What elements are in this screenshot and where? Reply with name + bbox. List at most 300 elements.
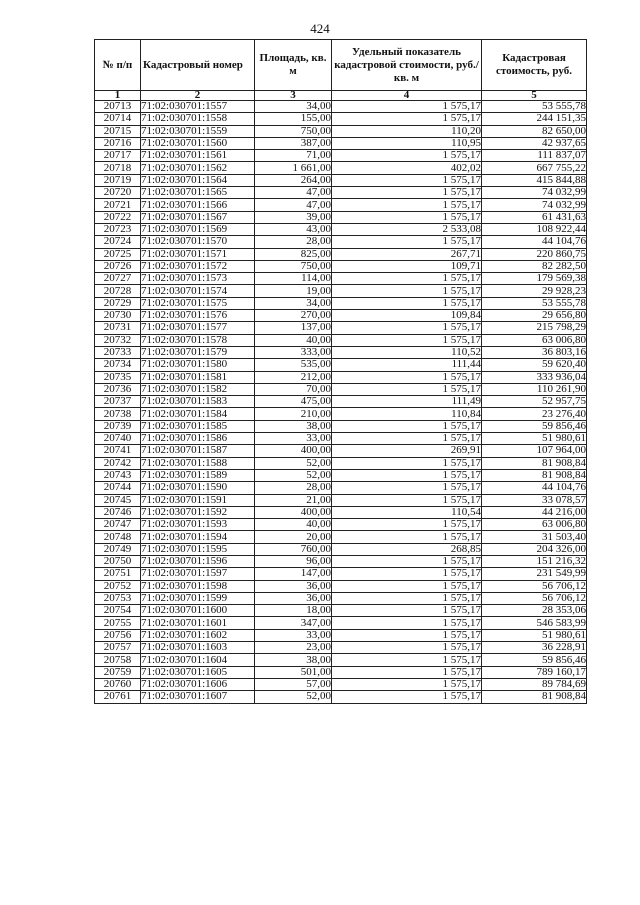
- cell-cadastral-value: 36 803,16: [482, 346, 587, 358]
- cell-row-number: 20720: [95, 187, 141, 199]
- table-row: [95, 187, 587, 199]
- table-row: [95, 346, 587, 358]
- cell-rate: 1 575,17: [332, 605, 482, 617]
- cell-cadastral-value: 29 656,80: [482, 310, 587, 322]
- cell-area: 36,00: [255, 580, 332, 592]
- page-number: 424: [310, 21, 330, 36]
- table-row: [95, 691, 587, 703]
- cell-cadastral-number: 71:02:030701:1582: [141, 383, 255, 395]
- cell-area: 535,00: [255, 359, 332, 371]
- table-row: [95, 359, 587, 371]
- table-row: [95, 310, 587, 322]
- cell-cadastral-value: 81 908,84: [482, 469, 587, 481]
- cell-rate: 109,84: [332, 310, 482, 322]
- cell-area: 70,00: [255, 383, 332, 395]
- cell-rate: 111,44: [332, 359, 482, 371]
- cell-cadastral-value: 42 937,65: [482, 137, 587, 149]
- cell-row-number: 20715: [95, 125, 141, 137]
- cell-cadastral-number: 71:02:030701:1571: [141, 248, 255, 260]
- cell-row-number: 20743: [95, 469, 141, 481]
- cell-cadastral-number: 71:02:030701:1599: [141, 592, 255, 604]
- cell-row-number: 20761: [95, 691, 141, 703]
- cell-rate: 110,20: [332, 125, 482, 137]
- cell-cadastral-number: 71:02:030701:1562: [141, 162, 255, 174]
- cell-area: 475,00: [255, 396, 332, 408]
- table-row: [95, 199, 587, 211]
- table-row: [95, 396, 587, 408]
- cell-rate: 1 575,17: [332, 334, 482, 346]
- cell-rate: 1 575,17: [332, 494, 482, 506]
- cell-cadastral-number: 71:02:030701:1602: [141, 629, 255, 641]
- cell-rate: 1 575,17: [332, 617, 482, 629]
- cell-area: 270,00: [255, 310, 332, 322]
- cell-rate: 110,95: [332, 137, 482, 149]
- cell-area: 71,00: [255, 150, 332, 162]
- table-row: [95, 469, 587, 481]
- cell-row-number: 20758: [95, 654, 141, 666]
- cell-cadastral-number: 71:02:030701:1594: [141, 531, 255, 543]
- cell-row-number: 20737: [95, 396, 141, 408]
- cell-cadastral-number: 71:02:030701:1586: [141, 433, 255, 445]
- cell-cadastral-number: 71:02:030701:1567: [141, 211, 255, 223]
- cell-area: 387,00: [255, 137, 332, 149]
- cell-rate: 1 575,17: [332, 297, 482, 309]
- cell-cadastral-number: 71:02:030701:1565: [141, 187, 255, 199]
- cell-rate: 1 575,17: [332, 482, 482, 494]
- cell-cadastral-value: 89 784,69: [482, 678, 587, 690]
- table-row: [95, 666, 587, 678]
- table-row: [95, 519, 587, 531]
- cell-cadastral-number: 71:02:030701:1603: [141, 642, 255, 654]
- cell-cadastral-value: 789 160,17: [482, 666, 587, 678]
- cell-row-number: 20727: [95, 273, 141, 285]
- cell-cadastral-value: 111 837,07: [482, 150, 587, 162]
- cell-cadastral-value: 51 980,61: [482, 433, 587, 445]
- cell-rate: 1 575,17: [332, 580, 482, 592]
- cell-rate: 1 575,17: [332, 678, 482, 690]
- cell-area: 39,00: [255, 211, 332, 223]
- cell-row-number: 20751: [95, 568, 141, 580]
- cell-area: 23,00: [255, 642, 332, 654]
- cell-row-number: 20741: [95, 445, 141, 457]
- cell-cadastral-number: 71:02:030701:1585: [141, 420, 255, 432]
- cell-area: 501,00: [255, 666, 332, 678]
- cell-cadastral-number: 71:02:030701:1575: [141, 297, 255, 309]
- table-row: [95, 629, 587, 641]
- cell-cadastral-value: 215 798,29: [482, 322, 587, 334]
- cell-cadastral-number: 71:02:030701:1595: [141, 543, 255, 555]
- cell-area: 21,00: [255, 494, 332, 506]
- cell-cadastral-number: 71:02:030701:1564: [141, 174, 255, 186]
- cell-rate: 1 575,17: [332, 199, 482, 211]
- cell-area: 20,00: [255, 531, 332, 543]
- cadastral-value-table: [94, 39, 587, 704]
- cell-rate: 1 575,17: [332, 666, 482, 678]
- cell-cadastral-number: 71:02:030701:1570: [141, 236, 255, 248]
- cell-rate: 1 575,17: [332, 322, 482, 334]
- cell-rate: 1 575,17: [332, 285, 482, 297]
- cell-rate: 1 575,17: [332, 174, 482, 186]
- cell-rate: 1 575,17: [332, 420, 482, 432]
- cell-row-number: 20730: [95, 310, 141, 322]
- cell-cadastral-value: 53 555,78: [482, 297, 587, 309]
- cell-row-number: 20750: [95, 555, 141, 567]
- cell-area: 38,00: [255, 420, 332, 432]
- cell-row-number: 20744: [95, 482, 141, 494]
- table-body: [95, 101, 587, 704]
- cell-row-number: 20716: [95, 137, 141, 149]
- cell-area: 47,00: [255, 199, 332, 211]
- table-row: [95, 543, 587, 555]
- cell-rate: 111,49: [332, 396, 482, 408]
- column-number: 3: [255, 91, 332, 101]
- cell-row-number: 20748: [95, 531, 141, 543]
- cell-cadastral-value: 81 908,84: [482, 691, 587, 703]
- table-row: [95, 506, 587, 518]
- cell-rate: 1 575,17: [332, 383, 482, 395]
- table-row: [95, 420, 587, 432]
- cell-cadastral-number: 71:02:030701:1574: [141, 285, 255, 297]
- cell-cadastral-value: 110 261,90: [482, 383, 587, 395]
- cell-cadastral-value: 74 032,99: [482, 199, 587, 211]
- table-row: [95, 297, 587, 309]
- cell-cadastral-number: 71:02:030701:1592: [141, 506, 255, 518]
- cell-cadastral-number: 71:02:030701:1561: [141, 150, 255, 162]
- cell-cadastral-number: 71:02:030701:1557: [141, 101, 255, 113]
- table-row: [95, 568, 587, 580]
- cell-row-number: 20717: [95, 150, 141, 162]
- cell-area: 210,00: [255, 408, 332, 420]
- table-row: [95, 642, 587, 654]
- cell-rate: 1 575,17: [332, 101, 482, 113]
- cell-cadastral-value: 74 032,99: [482, 187, 587, 199]
- cell-row-number: 20755: [95, 617, 141, 629]
- cell-cadastral-number: 71:02:030701:1578: [141, 334, 255, 346]
- cell-rate: 1 575,17: [332, 654, 482, 666]
- cell-area: 825,00: [255, 248, 332, 260]
- table-row: [95, 494, 587, 506]
- cell-cadastral-number: 71:02:030701:1581: [141, 371, 255, 383]
- cell-cadastral-number: 71:02:030701:1604: [141, 654, 255, 666]
- cell-cadastral-value: 44 216,00: [482, 506, 587, 518]
- cell-area: 52,00: [255, 691, 332, 703]
- table-row: [95, 260, 587, 272]
- cell-cadastral-value: 179 569,38: [482, 273, 587, 285]
- cell-cadastral-number: 71:02:030701:1580: [141, 359, 255, 371]
- cell-cadastral-value: 44 104,76: [482, 236, 587, 248]
- table-row: [95, 408, 587, 420]
- cell-area: 40,00: [255, 519, 332, 531]
- cell-cadastral-number: 71:02:030701:1598: [141, 580, 255, 592]
- cell-rate: 402,02: [332, 162, 482, 174]
- cell-rate: 1 575,17: [332, 211, 482, 223]
- cell-cadastral-number: 71:02:030701:1597: [141, 568, 255, 580]
- cell-area: 28,00: [255, 236, 332, 248]
- table-row: [95, 457, 587, 469]
- table-row: [95, 445, 587, 457]
- cell-area: 114,00: [255, 273, 332, 285]
- cell-cadastral-value: 61 431,63: [482, 211, 587, 223]
- cell-cadastral-number: 71:02:030701:1596: [141, 555, 255, 567]
- cell-cadastral-number: 71:02:030701:1583: [141, 396, 255, 408]
- cell-cadastral-value: 51 980,61: [482, 629, 587, 641]
- cell-rate: 1 575,17: [332, 469, 482, 481]
- table-row: [95, 248, 587, 260]
- cell-rate: 110,84: [332, 408, 482, 420]
- cell-row-number: 20731: [95, 322, 141, 334]
- cell-cadastral-value: 333 936,04: [482, 371, 587, 383]
- cell-row-number: 20724: [95, 236, 141, 248]
- cell-cadastral-number: 71:02:030701:1590: [141, 482, 255, 494]
- cell-area: 33,00: [255, 433, 332, 445]
- table-row: [95, 482, 587, 494]
- cell-area: 212,00: [255, 371, 332, 383]
- cell-cadastral-value: 82 650,00: [482, 125, 587, 137]
- cell-cadastral-value: 546 583,99: [482, 617, 587, 629]
- header-rate: Удельный показатель кадастровой стоимости, руб./кв. м: [332, 40, 482, 91]
- cell-row-number: 20754: [95, 605, 141, 617]
- cell-cadastral-number: 71:02:030701:1588: [141, 457, 255, 469]
- cell-area: 1 661,00: [255, 162, 332, 174]
- table-row: [95, 654, 587, 666]
- table-row: [95, 125, 587, 137]
- cell-row-number: 20740: [95, 433, 141, 445]
- cell-row-number: 20732: [95, 334, 141, 346]
- header-no: № п/п: [95, 40, 141, 91]
- cell-cadastral-number: 71:02:030701:1584: [141, 408, 255, 420]
- table-row: [95, 285, 587, 297]
- table-row: [95, 223, 587, 235]
- cell-cadastral-number: 71:02:030701:1607: [141, 691, 255, 703]
- cell-row-number: 20742: [95, 457, 141, 469]
- table-row: [95, 678, 587, 690]
- table-row: [95, 371, 587, 383]
- cell-area: 333,00: [255, 346, 332, 358]
- table-row: [95, 113, 587, 125]
- table-row: [95, 334, 587, 346]
- cell-area: 96,00: [255, 555, 332, 567]
- cell-row-number: 20757: [95, 642, 141, 654]
- cell-rate: 269,91: [332, 445, 482, 457]
- cell-rate: 1 575,17: [332, 113, 482, 125]
- cell-area: 347,00: [255, 617, 332, 629]
- cell-rate: 1 575,17: [332, 150, 482, 162]
- cell-row-number: 20756: [95, 629, 141, 641]
- cell-cadastral-value: 667 755,22: [482, 162, 587, 174]
- cell-row-number: 20728: [95, 285, 141, 297]
- cell-rate: 268,85: [332, 543, 482, 555]
- cell-cadastral-number: 71:02:030701:1600: [141, 605, 255, 617]
- cell-area: 760,00: [255, 543, 332, 555]
- cell-rate: 1 575,17: [332, 371, 482, 383]
- cell-row-number: 20721: [95, 199, 141, 211]
- cell-cadastral-value: 220 860,75: [482, 248, 587, 260]
- cell-rate: 267,71: [332, 248, 482, 260]
- column-number: 2: [141, 91, 255, 101]
- cell-row-number: 20736: [95, 383, 141, 395]
- cell-cadastral-value: 33 078,57: [482, 494, 587, 506]
- table-row: [95, 383, 587, 395]
- header-cadastral-value: Кадастровая стоимость, руб.: [482, 40, 587, 91]
- table-row: [95, 162, 587, 174]
- cell-row-number: 20713: [95, 101, 141, 113]
- cell-cadastral-value: 44 104,76: [482, 482, 587, 494]
- header-cadastral-number: Кадастровый номер: [141, 40, 255, 91]
- cell-area: 19,00: [255, 285, 332, 297]
- cell-area: 18,00: [255, 605, 332, 617]
- cell-area: 750,00: [255, 125, 332, 137]
- cell-cadastral-number: 71:02:030701:1576: [141, 310, 255, 322]
- cell-area: 43,00: [255, 223, 332, 235]
- table-row: [95, 592, 587, 604]
- cell-cadastral-value: 59 620,40: [482, 359, 587, 371]
- table-row: [95, 433, 587, 445]
- cell-cadastral-number: 71:02:030701:1560: [141, 137, 255, 149]
- cell-cadastral-number: 71:02:030701:1587: [141, 445, 255, 457]
- cell-rate: 109,71: [332, 260, 482, 272]
- cell-area: 400,00: [255, 445, 332, 457]
- cell-cadastral-number: 71:02:030701:1573: [141, 273, 255, 285]
- cell-cadastral-number: 71:02:030701:1569: [141, 223, 255, 235]
- cell-area: 137,00: [255, 322, 332, 334]
- cell-cadastral-number: 71:02:030701:1606: [141, 678, 255, 690]
- cell-rate: 1 575,17: [332, 568, 482, 580]
- cell-cadastral-value: 23 276,40: [482, 408, 587, 420]
- table-row: [95, 617, 587, 629]
- cell-cadastral-value: 59 856,46: [482, 654, 587, 666]
- cell-cadastral-value: 415 844,88: [482, 174, 587, 186]
- cell-cadastral-number: 71:02:030701:1577: [141, 322, 255, 334]
- cell-cadastral-value: 151 216,32: [482, 555, 587, 567]
- cell-area: 155,00: [255, 113, 332, 125]
- cell-cadastral-value: 82 282,50: [482, 260, 587, 272]
- cell-cadastral-number: 71:02:030701:1558: [141, 113, 255, 125]
- cell-cadastral-value: 56 706,12: [482, 580, 587, 592]
- table-row: [95, 236, 587, 248]
- cell-cadastral-value: 204 326,00: [482, 543, 587, 555]
- table-row: [95, 174, 587, 186]
- cell-area: 34,00: [255, 101, 332, 113]
- cell-area: 38,00: [255, 654, 332, 666]
- cell-cadastral-value: 59 856,46: [482, 420, 587, 432]
- cell-rate: 1 575,17: [332, 236, 482, 248]
- cell-cadastral-value: 31 503,40: [482, 531, 587, 543]
- cell-cadastral-number: 71:02:030701:1605: [141, 666, 255, 678]
- cell-row-number: 20722: [95, 211, 141, 223]
- cell-rate: 110,52: [332, 346, 482, 358]
- table-row: [95, 101, 587, 113]
- column-number-row: [95, 91, 587, 101]
- cell-row-number: 20714: [95, 113, 141, 125]
- cell-area: 57,00: [255, 678, 332, 690]
- cell-row-number: 20760: [95, 678, 141, 690]
- cell-area: 28,00: [255, 482, 332, 494]
- cell-cadastral-number: 71:02:030701:1589: [141, 469, 255, 481]
- cell-cadastral-value: 52 957,75: [482, 396, 587, 408]
- cell-area: 400,00: [255, 506, 332, 518]
- cell-cadastral-number: 71:02:030701:1572: [141, 260, 255, 272]
- cell-cadastral-value: 231 549,99: [482, 568, 587, 580]
- header-area: Площадь, кв. м: [255, 40, 332, 91]
- cell-row-number: 20723: [95, 223, 141, 235]
- cell-area: 47,00: [255, 187, 332, 199]
- cell-cadastral-value: 29 928,23: [482, 285, 587, 297]
- cell-row-number: 20752: [95, 580, 141, 592]
- column-number: 5: [482, 91, 587, 101]
- cell-area: 52,00: [255, 457, 332, 469]
- cell-row-number: 20738: [95, 408, 141, 420]
- cell-row-number: 20759: [95, 666, 141, 678]
- cell-area: 147,00: [255, 568, 332, 580]
- cell-cadastral-value: 28 353,06: [482, 605, 587, 617]
- cell-rate: 1 575,17: [332, 531, 482, 543]
- cell-cadastral-number: 71:02:030701:1591: [141, 494, 255, 506]
- cell-cadastral-value: 56 706,12: [482, 592, 587, 604]
- cell-row-number: 20745: [95, 494, 141, 506]
- cell-row-number: 20749: [95, 543, 141, 555]
- table-row: [95, 555, 587, 567]
- cell-row-number: 20726: [95, 260, 141, 272]
- cell-rate: 1 575,17: [332, 691, 482, 703]
- cell-cadastral-value: 244 151,35: [482, 113, 587, 125]
- table-row: [95, 322, 587, 334]
- cell-cadastral-value: 36 228,91: [482, 642, 587, 654]
- cell-row-number: 20729: [95, 297, 141, 309]
- cell-row-number: 20735: [95, 371, 141, 383]
- cell-area: 52,00: [255, 469, 332, 481]
- cell-rate: 1 575,17: [332, 187, 482, 199]
- cell-cadastral-number: 71:02:030701:1559: [141, 125, 255, 137]
- table-row: [95, 605, 587, 617]
- cell-rate: 1 575,17: [332, 519, 482, 531]
- cell-cadastral-number: 71:02:030701:1593: [141, 519, 255, 531]
- cell-cadastral-number: 71:02:030701:1579: [141, 346, 255, 358]
- cell-area: 40,00: [255, 334, 332, 346]
- cell-cadastral-value: 81 908,84: [482, 457, 587, 469]
- column-number: 1: [95, 91, 141, 101]
- cell-cadastral-value: 108 922,44: [482, 223, 587, 235]
- cell-rate: 1 575,17: [332, 273, 482, 285]
- cell-rate: 1 575,17: [332, 555, 482, 567]
- cell-cadastral-value: 63 006,80: [482, 519, 587, 531]
- cell-rate: 2 533,08: [332, 223, 482, 235]
- cell-cadastral-number: 71:02:030701:1601: [141, 617, 255, 629]
- cell-rate: 1 575,17: [332, 457, 482, 469]
- cell-row-number: 20746: [95, 506, 141, 518]
- cell-area: 750,00: [255, 260, 332, 272]
- cell-cadastral-value: 53 555,78: [482, 101, 587, 113]
- table-row: [95, 211, 587, 223]
- cell-rate: 110,54: [332, 506, 482, 518]
- cell-cadastral-number: 71:02:030701:1566: [141, 199, 255, 211]
- table-header-row: [95, 40, 587, 91]
- cell-row-number: 20753: [95, 592, 141, 604]
- table-row: [95, 137, 587, 149]
- cell-row-number: 20747: [95, 519, 141, 531]
- column-number: 4: [332, 91, 482, 101]
- cell-cadastral-value: 107 964,00: [482, 445, 587, 457]
- table-row: [95, 580, 587, 592]
- cell-rate: 1 575,17: [332, 433, 482, 445]
- cell-rate: 1 575,17: [332, 592, 482, 604]
- cell-area: 34,00: [255, 297, 332, 309]
- cell-rate: 1 575,17: [332, 629, 482, 641]
- cell-row-number: 20733: [95, 346, 141, 358]
- cell-area: 36,00: [255, 592, 332, 604]
- cell-area: 33,00: [255, 629, 332, 641]
- table-row: [95, 531, 587, 543]
- cell-row-number: 20719: [95, 174, 141, 186]
